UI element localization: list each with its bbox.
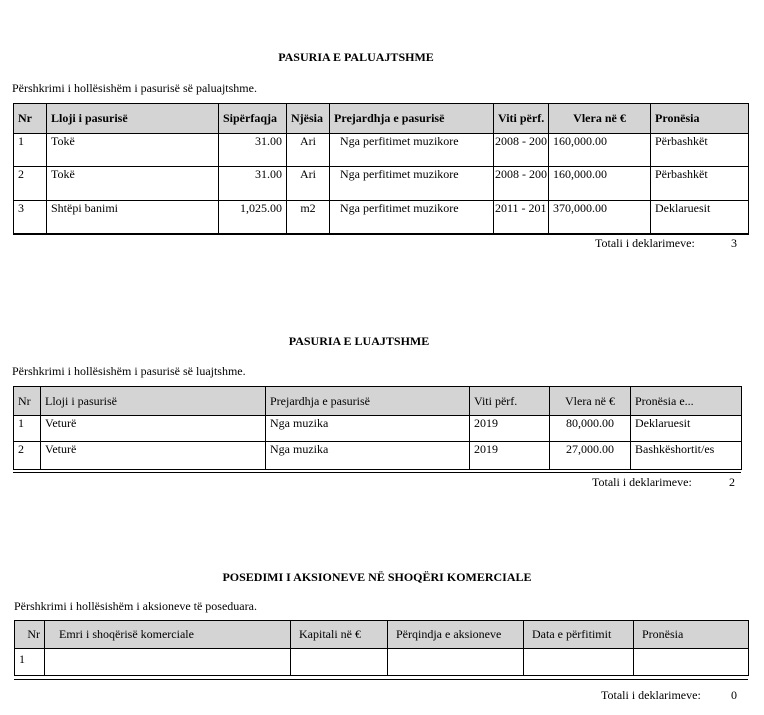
total-declarations-label: Totali i deklarimeve: <box>592 475 692 489</box>
table-end-rule <box>13 233 748 234</box>
table-row <box>14 442 742 470</box>
col-header-company: Emri i shoqërisë komerciale <box>45 621 291 649</box>
cell-unit: m2 <box>287 201 330 235</box>
table-row <box>14 167 749 201</box>
cell-ownership <box>634 649 749 676</box>
cell-value: 160,000.00 <box>549 167 651 201</box>
cell-nr: 1 <box>14 134 47 167</box>
col-header-type: Lloji i pasurisë <box>41 387 266 416</box>
total-declarations-label: Totali i deklarimeve: <box>601 688 701 702</box>
cell-area: 31.00 <box>219 134 287 167</box>
col-header-ownership: Pronësia <box>651 104 749 134</box>
cell-type: Tokë <box>47 134 219 167</box>
cell-company <box>45 649 291 676</box>
cell-nr: 2 <box>14 442 41 470</box>
table-row <box>14 416 742 442</box>
total-declarations-value: 3 <box>731 236 737 250</box>
cell-value: 80,000.00 <box>550 416 631 442</box>
cell-type: Veturë <box>41 442 266 470</box>
col-header-year: Viti përf. <box>470 387 550 416</box>
cell-type: Veturë <box>41 416 266 442</box>
cell-nr: 1 <box>15 649 45 676</box>
total-declarations-value: 2 <box>729 475 735 489</box>
cell-ownership: Bashkëshortit/es <box>631 442 742 470</box>
cell-type: Shtëpi banimi <box>47 201 219 235</box>
cell-ownership: Përbashkët <box>651 134 749 167</box>
cell-value: 27,000.00 <box>550 442 631 470</box>
total-declarations-label: Totali i deklarimeve: <box>595 236 695 250</box>
cell-year: 2008 - 200 <box>494 134 549 167</box>
col-header-unit: Njësia <box>287 104 330 134</box>
table-end-rule <box>14 679 748 680</box>
col-header-nr: Nr <box>14 104 47 134</box>
col-header-origin: Prejardhja e pasurisë <box>330 104 494 134</box>
col-header-ownership: Pronësia e... <box>631 387 742 416</box>
col-header-date: Data e përfitimit <box>524 621 634 649</box>
col-header-percentage: Përqindja e aksioneve <box>388 621 524 649</box>
col-header-nr: Nr <box>14 387 41 416</box>
cell-area: 31.00 <box>219 167 287 201</box>
section-title-shares: POSEDIMI I AKSIONEVE NË SHOQËRI KOMERCIALE <box>222 570 532 584</box>
cell-year: 2008 - 200 <box>494 167 549 201</box>
table-header-row <box>14 104 749 134</box>
cell-nr: 2 <box>14 167 47 201</box>
cell-unit: Ari <box>287 134 330 167</box>
total-declarations-value: 0 <box>731 688 737 702</box>
shares-table <box>14 620 749 676</box>
cell-year: 2019 <box>470 416 550 442</box>
col-header-value: Vlera në € <box>550 387 631 416</box>
table-header-row <box>14 387 742 416</box>
cell-ownership: Deklaruesit <box>631 416 742 442</box>
movable-property-table <box>13 386 742 470</box>
cell-type: Tokë <box>47 167 219 201</box>
section-description-movable: Përshkrimi i hollësishëm i pasurisë së luajtshme. <box>12 364 246 378</box>
table-row <box>14 201 749 235</box>
section-description-immovable: Përshkrimi i hollësishëm i pasurisë së paluajtshme. <box>12 81 257 95</box>
cell-unit: Ari <box>287 167 330 201</box>
cell-capital <box>291 649 388 676</box>
cell-nr: 3 <box>14 201 47 235</box>
cell-value: 370,000.00 <box>549 201 651 235</box>
immovable-property-table <box>13 103 749 235</box>
cell-ownership: Deklaruesit <box>651 201 749 235</box>
col-header-year: Viti përf. <box>494 104 549 134</box>
cell-year: 2019 <box>470 442 550 470</box>
cell-origin: Nga perfitimet muzikore <box>330 134 494 167</box>
cell-nr: 1 <box>14 416 41 442</box>
section-description-shares: Përshkrimi i hollësishëm i aksioneve të poseduara. <box>14 599 257 613</box>
col-header-type: Lloji i pasurisë <box>47 104 219 134</box>
cell-area: 1,025.00 <box>219 201 287 235</box>
cell-percentage <box>388 649 524 676</box>
col-header-ownership: Pronësia <box>634 621 749 649</box>
section-title-movable: PASURIA E LUAJTSHME <box>288 334 430 348</box>
cell-ownership: Përbashkët <box>651 167 749 201</box>
col-header-value: Vlera në € <box>549 104 651 134</box>
cell-year: 2011 - 201 <box>494 201 549 235</box>
cell-origin: Nga muzika <box>266 416 470 442</box>
section-title-immovable: PASURIA E PALUAJTSHME <box>278 50 434 64</box>
col-header-origin: Prejardhja e pasurisë <box>266 387 470 416</box>
table-end-rule <box>13 472 741 473</box>
table-row <box>15 649 749 676</box>
cell-origin: Nga muzika <box>266 442 470 470</box>
col-header-nr: Nr <box>15 621 45 649</box>
col-header-area: Sipërfaqja <box>219 104 287 134</box>
cell-origin: Nga perfitimet muzikore <box>330 201 494 235</box>
table-row <box>14 134 749 167</box>
table-header-row <box>15 621 749 649</box>
cell-date <box>524 649 634 676</box>
col-header-capital: Kapitali në € <box>291 621 388 649</box>
cell-value: 160,000.00 <box>549 134 651 167</box>
cell-origin: Nga perfitimet muzikore <box>330 167 494 201</box>
